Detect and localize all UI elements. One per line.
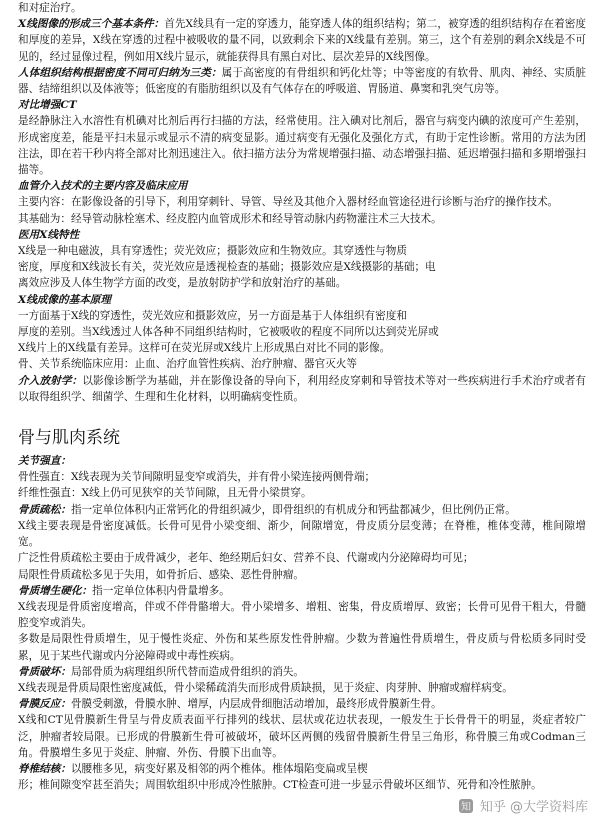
paragraph-osteoporosis <box>18 502 586 518</box>
paragraph-osteosclerosis-causes: 多数是局限性骨质增生，见于慢性炎症、外伤和某些原发性骨肿瘤。少数为普遍性骨质增生，骨皮质与骨松质多同时受累，见于某些代谢或内分泌障碍或中毒性疾病。 <box>18 633 586 662</box>
paragraph-vascular-content: 主要内容：在影像设备的引导下，利用穿刺针、导管、导丝及其他介入器材经血管途径进行诊断与治疗的操作技术。 <box>18 196 559 209</box>
heading-joint-ankylosis: 关节强直： <box>18 455 71 468</box>
paragraph-interventional-radiology <box>18 373 586 405</box>
paragraph-contrast-ct: 是经静脉注入水溶性有机碘对比剂后再行扫描的方法，经常使用。注入碘对比剂后，器官与病变内碘的浓度可产生差别，形成密度差，能是平扫未显示或显示不清的病变显影。通过病变有无强化及强化方式，有助于定性诊断。常用的方法为团注法，即在若干秒内将全部对比剂迅速注入。依扫描方法分为常规增强扫描、动态增强扫描、延迟增强扫描和多期增强扫描等。 <box>18 115 586 177</box>
paragraph-osteosclerosis <box>18 583 586 599</box>
text-osteosclerosis: 指一定单位体积内骨量增多。 <box>92 584 230 597</box>
paragraph-bone-destruction <box>18 664 586 680</box>
text-xray-image-conditions: 首先X线具有一定的穿透力，能穿透人体的组织结构；第二，被穿透的组织结构存在着密度和厚度的差异，X线在穿透的过程中被吸收的量不同，以致剩余下来的X线量有差别。第三，这个有差别的剩余X线是不可见的，经过显像过程，例如用X线片显示，就能获得具有黑白对比、层次差异的X线图像。 <box>18 18 586 63</box>
paragraph-osteoporosis-xray: X线主要表现是骨密度减低。长骨可见骨小梁变细、渐少，间隙增宽，骨皮质分层变薄；在脊椎，椎体变薄，椎间隙增宽。 <box>18 519 586 549</box>
paragraph-bone-joint-clinical: 骨、关节系统临床应用：止血、治疗血管性疾病、治疗肿瘤、器官灭火等 <box>18 358 357 371</box>
term-osteosclerosis: 骨质增生硬化： <box>18 584 93 597</box>
text-tissue-density: 属于高密度的有骨组织和钙化灶等；中等密度的有软骨、肌肉、神经、实质脏器、结缔组织以及体液等；低密度的有脂肪组织以及有气体存在的呼吸道、胃肠道、鼻窦和乳突气房等。 <box>18 66 587 96</box>
paragraph-xray-principle-3: X线片上的X线量有差异。这样可在荧光屏或X线片上形成黑白对比不同的影像。 <box>18 342 391 355</box>
heading-xray-principle: X线成像的基本原理 <box>18 293 111 306</box>
paragraph-bone-destruction-xray: X线表现是骨质局限性密度减低，骨小梁稀疏消失而形成骨质缺损，见于炎症、肉芽肿、肿瘤或瘤样病变。 <box>18 681 513 694</box>
paragraph-xray-image-conditions <box>18 16 586 65</box>
paragraph-xray-principle-2: 厚度的差别。当X线透过人体各种不同组织结构时，它被吸收的程度不同所以达到荧光屏或 <box>18 326 439 339</box>
heading-vascular-intervention: 血管介入技术的主要内容及临床应用 <box>18 180 188 193</box>
paragraph-top: 和对症治疗。 <box>18 2 82 14</box>
svg-text:知: 知 <box>460 801 471 813</box>
paragraph-xray-properties-2: 密度，厚度和X线波长有关，荧光效应是透视检查的基础；摄影效应是X线摄影的基础；电 <box>18 261 436 274</box>
text-osteoporosis: 指一定单位体积内正常钙化的骨组织减少，即骨组织的有机成分和钙盐都减少，但比例仍正常。 <box>70 503 516 516</box>
paragraph-spinal-tb-2: 形；椎间隙变窄甚至消失；周围软组织中形成冷性脓肿。CT检查可进一步显示骨破坏区细节、死骨和冷性脓肿。 <box>18 779 542 792</box>
watermark-text: 知乎 @大学资料库 <box>479 800 588 815</box>
section-title-bone-muscle: 骨与肌肉系统 <box>18 428 120 449</box>
paragraph-tissue-density <box>18 65 586 97</box>
paragraph-xray-properties-1: X线是一种电磁波，具有穿透性；荧光效应；摄影效应和生物效应。其穿透性与物质 <box>18 245 407 258</box>
paragraph-spinal-tb <box>18 761 586 777</box>
text-spinal-tb: 以腰椎多见，病变好累及相邻的两个椎体。椎体塌陷变扁或呈楔 <box>70 762 368 775</box>
text-bone-destruction: 局部骨质为病理组织所代替而造成骨组织的消失。 <box>70 665 305 678</box>
watermark <box>458 796 588 815</box>
text-bony-ankylosis: X线表现为关节间隙明显变窄或消失，并有骨小梁连接两侧骨端； <box>70 471 376 484</box>
heading-xray-properties: 医用X线特性 <box>18 228 80 241</box>
term-periosteal-reaction: 骨膜反应： <box>18 698 71 711</box>
heading-contrast-ct: 对比增强CT <box>18 99 77 112</box>
paragraph-fibrous-ankylosis: 纤维性强直：X线上仍可见狭窄的关节间隙，且无骨小梁贯穿。 <box>18 487 312 500</box>
term-osteoporosis: 骨质疏松： <box>18 503 71 516</box>
term-bony-ankylosis: 骨性强直： <box>18 471 71 484</box>
term-xray-image-conditions: X线图像的形成三个基本条件： <box>18 18 165 31</box>
zhihu-logo-icon <box>458 798 474 814</box>
paragraph-vascular-basis: 其基础为：经导管动脉栓塞术、经皮腔内血管成形术和经导管动脉内药物灌注术三大技术。 <box>18 212 442 225</box>
paragraph-periosteal-reaction <box>18 696 586 712</box>
paragraph-osteoporosis-local: 局限性骨质疏松多见于失用，如骨折后、感染、恶性骨肿瘤。 <box>18 568 305 581</box>
term-tissue-density: 人体组织结构根据密度不同可归纳为三类： <box>18 66 222 79</box>
paragraph-osteosclerosis-xray: X线表现是骨质密度增高，伴或不伴骨骼增大。骨小梁增多、增粗、密集，骨皮质增厚、致密；长骨可见骨干粗大，骨髓腔变窄或消失。 <box>18 600 586 630</box>
paragraph-osteoporosis-diffuse: 广泛性骨质疏松主要由于成骨减少，老年、绝经期后妇女、营养不良、代谢或内分泌障碍均可见； <box>18 552 474 565</box>
term-interventional-radiology: 介入放射学： <box>18 374 83 387</box>
paragraph-xray-principle-1: 一方面基于X线的穿透性，荧光效应和摄影效应，另一方面是基于人体组织有密度和 <box>18 309 407 322</box>
paragraph-xray-properties-3: 离效应涉及人体生物学方面的改变，是放射防护学和放射治疗的基础。 <box>18 277 347 290</box>
paragraph-bony-ankylosis <box>18 469 586 485</box>
paragraph-periosteal-reaction-xray: X线和CT见骨膜新生骨呈与骨皮质表面平行排列的线状、层状或花边状表现，一般发生于长骨骨干的明显，炎症者较广泛，肿瘤者较局限。已形成的骨膜新生骨可被破坏，破坏区两侧的残留骨膜新生骨呈三角形，称骨膜三角或Codman三角。骨膜增生多见于炎症、肿瘤、外伤、骨膜下出血等。 <box>18 714 586 759</box>
text-interventional-radiology: 以影像诊断学为基础，并在影像设备的导向下，利用经皮穿刺和导管技术等对一些疾病进行手术治疗或者有以取得组织学、细菌学、生理和生化材料，以明确病变性质。 <box>18 374 587 403</box>
term-bone-destruction: 骨质破坏： <box>18 665 71 678</box>
term-spinal-tb: 脊椎结核： <box>18 762 71 775</box>
text-periosteal-reaction: 骨膜受刺激，骨膜水肿、增厚，内层成骨细胞活动增加，最终形成骨膜新生骨。 <box>70 698 442 711</box>
